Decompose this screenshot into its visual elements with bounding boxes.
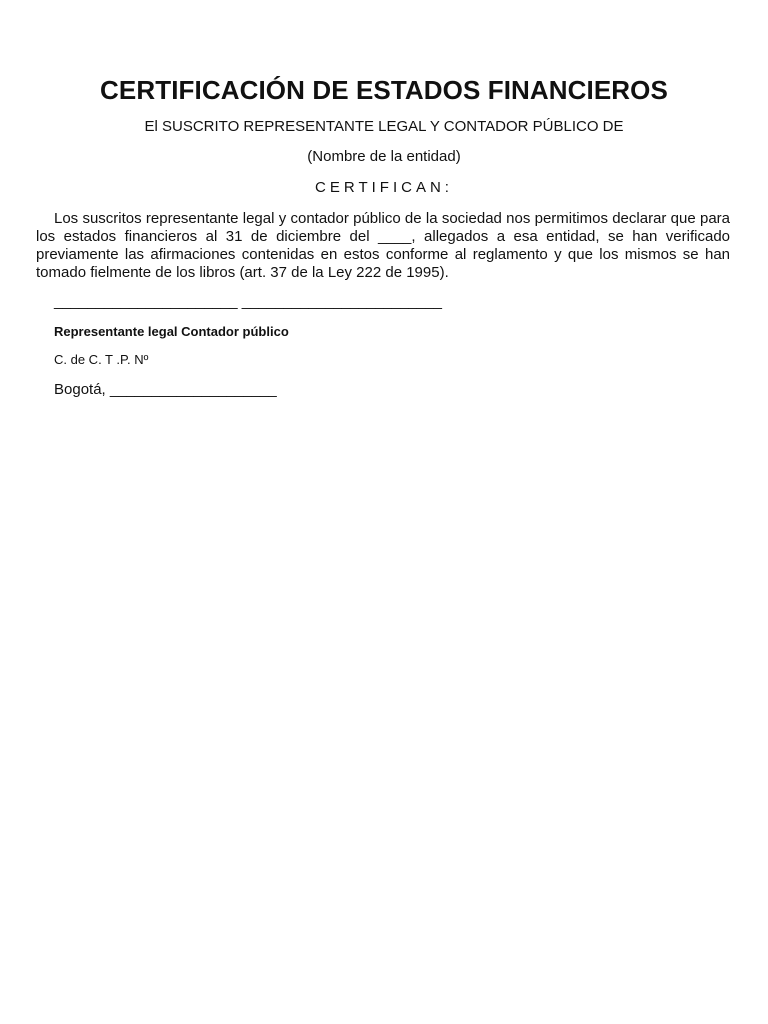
certifican-heading: CERTIFICAN: <box>315 179 453 196</box>
entity-name-placeholder: (Nombre de la entidad) <box>307 148 461 165</box>
certification-paragraph: Los suscritos representante legal y contador público de la sociedad nos permitimos declarar que para los estados financieros al 31 de diciembre del ____, allegados a esa entidad, se han verificado previamente las afirmaciones contenidas en estos conforme al reglamento y que los mismos se han tomado fielmente de los libros (art. 37 de la Ley 222 de 1995). <box>36 210 730 281</box>
city-date-line: Bogotá, ____________________ <box>54 381 277 398</box>
document-subtitle: El SUSCRITO REPRESENTANTE LEGAL Y CONTADOR PÚBLICO DE <box>144 118 624 135</box>
signature-lines: ______________________ ________________________ <box>54 293 442 310</box>
professional-card-number: C. de C. T .P. Nº <box>54 352 149 367</box>
signature-labels: Representante legal Contador público <box>54 324 289 339</box>
document-title: CERTIFICACIÓN DE ESTADOS FINANCIEROS <box>100 75 668 105</box>
